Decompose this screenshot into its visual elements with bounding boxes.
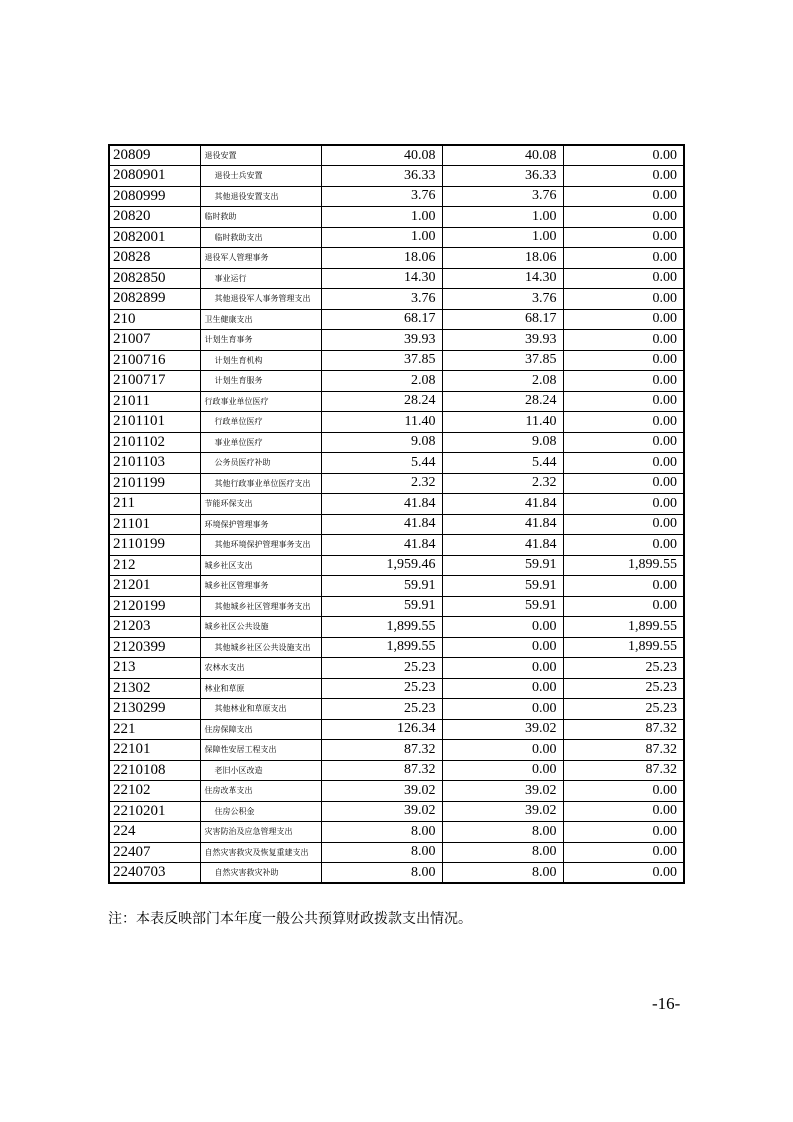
total-amount-cell: 68.17 — [321, 309, 442, 330]
subject-code-cell: 2082899 — [109, 289, 200, 310]
subject-code-cell: 2210108 — [109, 760, 200, 781]
basic-expenditure-cell: 37.85 — [442, 350, 563, 371]
subject-code-cell: 210 — [109, 309, 200, 330]
project-expenditure-cell: 0.00 — [563, 596, 684, 617]
basic-expenditure-cell: 8.00 — [442, 863, 563, 884]
basic-expenditure-cell: 59.91 — [442, 555, 563, 576]
basic-expenditure-cell: 3.76 — [442, 186, 563, 207]
total-amount-cell: 1,899.55 — [321, 617, 442, 638]
total-amount-cell: 8.00 — [321, 822, 442, 843]
subject-name-cell: 其他行政事业单位医疗支出 — [200, 473, 321, 494]
project-expenditure-cell: 0.00 — [563, 248, 684, 269]
subject-code-cell: 2101199 — [109, 473, 200, 494]
total-amount-cell: 14.30 — [321, 268, 442, 289]
project-expenditure-cell: 1,899.55 — [563, 555, 684, 576]
basic-expenditure-cell: 41.84 — [442, 535, 563, 556]
subject-code-cell: 2082001 — [109, 227, 200, 248]
project-expenditure-cell: 87.32 — [563, 760, 684, 781]
subject-name-cell: 节能环保支出 — [200, 494, 321, 515]
project-expenditure-cell: 0.00 — [563, 391, 684, 412]
subject-code-cell: 2100716 — [109, 350, 200, 371]
basic-expenditure-cell: 68.17 — [442, 309, 563, 330]
basic-expenditure-cell: 2.08 — [442, 371, 563, 392]
project-expenditure-cell: 0.00 — [563, 309, 684, 330]
subject-code-cell: 21203 — [109, 617, 200, 638]
subject-name-cell: 住房保障支出 — [200, 719, 321, 740]
project-expenditure-cell: 0.00 — [563, 801, 684, 822]
subject-code-cell: 2240703 — [109, 863, 200, 884]
table-note: 注：本表反映部门本年度一般公共预算财政拨款支出情况。 — [108, 911, 472, 927]
table-row — [109, 801, 684, 822]
project-expenditure-cell: 0.00 — [563, 289, 684, 310]
basic-expenditure-cell: 39.02 — [442, 781, 563, 802]
total-amount-cell: 1,959.46 — [321, 555, 442, 576]
project-expenditure-cell: 0.00 — [563, 822, 684, 843]
table-row — [109, 863, 684, 884]
table-row — [109, 678, 684, 699]
basic-expenditure-cell: 1.00 — [442, 207, 563, 228]
total-amount-cell: 87.32 — [321, 760, 442, 781]
table-row — [109, 432, 684, 453]
table-row — [109, 760, 684, 781]
project-expenditure-cell: 25.23 — [563, 678, 684, 699]
table-row — [109, 289, 684, 310]
project-expenditure-cell: 0.00 — [563, 576, 684, 597]
subject-code-cell: 2120399 — [109, 637, 200, 658]
table-row — [109, 494, 684, 515]
project-expenditure-cell: 0.00 — [563, 473, 684, 494]
subject-name-cell: 临时救助 — [200, 207, 321, 228]
table-row — [109, 699, 684, 720]
subject-name-cell: 自然灾害救灾补助 — [200, 863, 321, 884]
subject-name-cell: 环境保护管理事务 — [200, 514, 321, 535]
subject-code-cell: 224 — [109, 822, 200, 843]
subject-name-cell: 退役军人管理事务 — [200, 248, 321, 269]
subject-code-cell: 211 — [109, 494, 200, 515]
subject-name-cell: 临时救助支出 — [200, 227, 321, 248]
basic-expenditure-cell: 39.93 — [442, 330, 563, 351]
project-expenditure-cell: 0.00 — [563, 863, 684, 884]
subject-code-cell: 21011 — [109, 391, 200, 412]
subject-code-cell: 20809 — [109, 145, 200, 166]
total-amount-cell: 126.34 — [321, 719, 442, 740]
subject-name-cell: 其他环境保护管理事务支出 — [200, 535, 321, 556]
total-amount-cell: 1.00 — [321, 207, 442, 228]
table-row — [109, 453, 684, 474]
total-amount-cell: 59.91 — [321, 576, 442, 597]
project-expenditure-cell: 0.00 — [563, 166, 684, 187]
subject-code-cell: 2080901 — [109, 166, 200, 187]
subject-code-cell: 2082850 — [109, 268, 200, 289]
table-row — [109, 268, 684, 289]
subject-code-cell: 2130299 — [109, 699, 200, 720]
subject-name-cell: 农林水支出 — [200, 658, 321, 679]
subject-name-cell: 住房公积金 — [200, 801, 321, 822]
subject-name-cell: 其他退役安置支出 — [200, 186, 321, 207]
total-amount-cell: 41.84 — [321, 535, 442, 556]
total-amount-cell: 25.23 — [321, 699, 442, 720]
total-amount-cell: 39.02 — [321, 781, 442, 802]
subject-code-cell: 221 — [109, 719, 200, 740]
total-amount-cell: 3.76 — [321, 186, 442, 207]
table-row — [109, 145, 684, 166]
basic-expenditure-cell: 3.76 — [442, 289, 563, 310]
subject-name-cell: 老旧小区改造 — [200, 760, 321, 781]
project-expenditure-cell: 87.32 — [563, 740, 684, 761]
subject-name-cell: 计划生育事务 — [200, 330, 321, 351]
table-row — [109, 617, 684, 638]
total-amount-cell: 2.32 — [321, 473, 442, 494]
subject-name-cell: 其他退役军人事务管理支出 — [200, 289, 321, 310]
total-amount-cell: 87.32 — [321, 740, 442, 761]
table-body — [109, 145, 684, 883]
total-amount-cell: 8.00 — [321, 842, 442, 863]
project-expenditure-cell: 0.00 — [563, 227, 684, 248]
table-row — [109, 535, 684, 556]
subject-code-cell: 2120199 — [109, 596, 200, 617]
table-row — [109, 842, 684, 863]
total-amount-cell: 59.91 — [321, 596, 442, 617]
table-row — [109, 658, 684, 679]
basic-expenditure-cell: 2.32 — [442, 473, 563, 494]
page-number: -16- — [652, 994, 681, 1013]
total-amount-cell: 28.24 — [321, 391, 442, 412]
table-row — [109, 822, 684, 843]
subject-code-cell: 2210201 — [109, 801, 200, 822]
table-row — [109, 371, 684, 392]
subject-code-cell: 2101103 — [109, 453, 200, 474]
project-expenditure-cell: 0.00 — [563, 842, 684, 863]
subject-name-cell: 林业和草原 — [200, 678, 321, 699]
subject-name-cell: 公务员医疗补助 — [200, 453, 321, 474]
table-row — [109, 330, 684, 351]
basic-expenditure-cell: 41.84 — [442, 514, 563, 535]
subject-name-cell: 行政事业单位医疗 — [200, 391, 321, 412]
subject-name-cell: 自然灾害救灾及恢复重建支出 — [200, 842, 321, 863]
table-row — [109, 555, 684, 576]
subject-name-cell: 行政单位医疗 — [200, 412, 321, 433]
basic-expenditure-cell: 1.00 — [442, 227, 563, 248]
table-row — [109, 740, 684, 761]
project-expenditure-cell: 1,899.55 — [563, 617, 684, 638]
basic-expenditure-cell: 0.00 — [442, 617, 563, 638]
project-expenditure-cell: 0.00 — [563, 207, 684, 228]
subject-code-cell: 21007 — [109, 330, 200, 351]
total-amount-cell: 8.00 — [321, 863, 442, 884]
subject-code-cell: 22101 — [109, 740, 200, 761]
table-row — [109, 166, 684, 187]
subject-name-cell: 卫生健康支出 — [200, 309, 321, 330]
project-expenditure-cell: 25.23 — [563, 699, 684, 720]
subject-name-cell: 城乡社区管理事务 — [200, 576, 321, 597]
subject-name-cell: 退役士兵安置 — [200, 166, 321, 187]
basic-expenditure-cell: 18.06 — [442, 248, 563, 269]
subject-name-cell: 其他城乡社区管理事务支出 — [200, 596, 321, 617]
basic-expenditure-cell: 9.08 — [442, 432, 563, 453]
table-row — [109, 514, 684, 535]
project-expenditure-cell: 1,899.55 — [563, 637, 684, 658]
basic-expenditure-cell: 0.00 — [442, 760, 563, 781]
table-row — [109, 576, 684, 597]
subject-code-cell: 2100717 — [109, 371, 200, 392]
subject-name-cell: 保障性安居工程支出 — [200, 740, 321, 761]
basic-expenditure-cell: 28.24 — [442, 391, 563, 412]
project-expenditure-cell: 87.32 — [563, 719, 684, 740]
basic-expenditure-cell: 0.00 — [442, 678, 563, 699]
project-expenditure-cell: 0.00 — [563, 350, 684, 371]
subject-code-cell: 2101101 — [109, 412, 200, 433]
table-row — [109, 207, 684, 228]
subject-name-cell: 城乡社区公共设施 — [200, 617, 321, 638]
subject-code-cell: 2101102 — [109, 432, 200, 453]
table-row — [109, 309, 684, 330]
basic-expenditure-cell: 59.91 — [442, 576, 563, 597]
table-row — [109, 473, 684, 494]
basic-expenditure-cell: 39.02 — [442, 719, 563, 740]
basic-expenditure-cell: 0.00 — [442, 658, 563, 679]
project-expenditure-cell: 0.00 — [563, 514, 684, 535]
project-expenditure-cell: 0.00 — [563, 330, 684, 351]
basic-expenditure-cell: 40.08 — [442, 145, 563, 166]
basic-expenditure-cell: 39.02 — [442, 801, 563, 822]
subject-name-cell: 灾害防治及应急管理支出 — [200, 822, 321, 843]
table-row — [109, 596, 684, 617]
total-amount-cell: 41.84 — [321, 514, 442, 535]
basic-expenditure-cell: 5.44 — [442, 453, 563, 474]
table-row — [109, 781, 684, 802]
basic-expenditure-cell: 0.00 — [442, 699, 563, 720]
project-expenditure-cell: 0.00 — [563, 781, 684, 802]
total-amount-cell: 3.76 — [321, 289, 442, 310]
project-expenditure-cell: 0.00 — [563, 494, 684, 515]
subject-code-cell: 213 — [109, 658, 200, 679]
total-amount-cell: 40.08 — [321, 145, 442, 166]
table-row — [109, 637, 684, 658]
subject-name-cell: 其他林业和草原支出 — [200, 699, 321, 720]
basic-expenditure-cell: 11.40 — [442, 412, 563, 433]
table-row — [109, 350, 684, 371]
basic-expenditure-cell: 0.00 — [442, 637, 563, 658]
project-expenditure-cell: 0.00 — [563, 432, 684, 453]
basic-expenditure-cell: 59.91 — [442, 596, 563, 617]
subject-code-cell: 21201 — [109, 576, 200, 597]
total-amount-cell: 18.06 — [321, 248, 442, 269]
subject-code-cell: 2110199 — [109, 535, 200, 556]
project-expenditure-cell: 0.00 — [563, 268, 684, 289]
total-amount-cell: 36.33 — [321, 166, 442, 187]
subject-code-cell: 20820 — [109, 207, 200, 228]
project-expenditure-cell: 0.00 — [563, 186, 684, 207]
subject-code-cell: 20828 — [109, 248, 200, 269]
subject-name-cell: 计划生育服务 — [200, 371, 321, 392]
table-row — [109, 186, 684, 207]
subject-name-cell: 住房改革支出 — [200, 781, 321, 802]
total-amount-cell: 11.40 — [321, 412, 442, 433]
total-amount-cell: 2.08 — [321, 371, 442, 392]
subject-code-cell: 21101 — [109, 514, 200, 535]
table-row — [109, 248, 684, 269]
expenditure-table — [108, 144, 685, 884]
total-amount-cell: 39.02 — [321, 801, 442, 822]
project-expenditure-cell: 0.00 — [563, 535, 684, 556]
project-expenditure-cell: 0.00 — [563, 371, 684, 392]
basic-expenditure-cell: 36.33 — [442, 166, 563, 187]
total-amount-cell: 25.23 — [321, 678, 442, 699]
subject-code-cell: 212 — [109, 555, 200, 576]
total-amount-cell: 25.23 — [321, 658, 442, 679]
table-row — [109, 412, 684, 433]
basic-expenditure-cell: 8.00 — [442, 822, 563, 843]
table-row — [109, 391, 684, 412]
total-amount-cell: 9.08 — [321, 432, 442, 453]
subject-name-cell: 计划生育机构 — [200, 350, 321, 371]
project-expenditure-cell: 0.00 — [563, 453, 684, 474]
project-expenditure-cell: 0.00 — [563, 145, 684, 166]
total-amount-cell: 41.84 — [321, 494, 442, 515]
subject-name-cell: 其他城乡社区公共设施支出 — [200, 637, 321, 658]
table-row — [109, 719, 684, 740]
subject-code-cell: 22407 — [109, 842, 200, 863]
subject-name-cell: 事业单位医疗 — [200, 432, 321, 453]
total-amount-cell: 37.85 — [321, 350, 442, 371]
project-expenditure-cell: 25.23 — [563, 658, 684, 679]
total-amount-cell: 39.93 — [321, 330, 442, 351]
basic-expenditure-cell: 14.30 — [442, 268, 563, 289]
total-amount-cell: 5.44 — [321, 453, 442, 474]
subject-name-cell: 事业运行 — [200, 268, 321, 289]
total-amount-cell: 1.00 — [321, 227, 442, 248]
basic-expenditure-cell: 8.00 — [442, 842, 563, 863]
subject-name-cell: 退役安置 — [200, 145, 321, 166]
table-row — [109, 227, 684, 248]
subject-name-cell: 城乡社区支出 — [200, 555, 321, 576]
subject-code-cell: 22102 — [109, 781, 200, 802]
subject-code-cell: 21302 — [109, 678, 200, 699]
project-expenditure-cell: 0.00 — [563, 412, 684, 433]
basic-expenditure-cell: 0.00 — [442, 740, 563, 761]
subject-code-cell: 2080999 — [109, 186, 200, 207]
basic-expenditure-cell: 41.84 — [442, 494, 563, 515]
total-amount-cell: 1,899.55 — [321, 637, 442, 658]
